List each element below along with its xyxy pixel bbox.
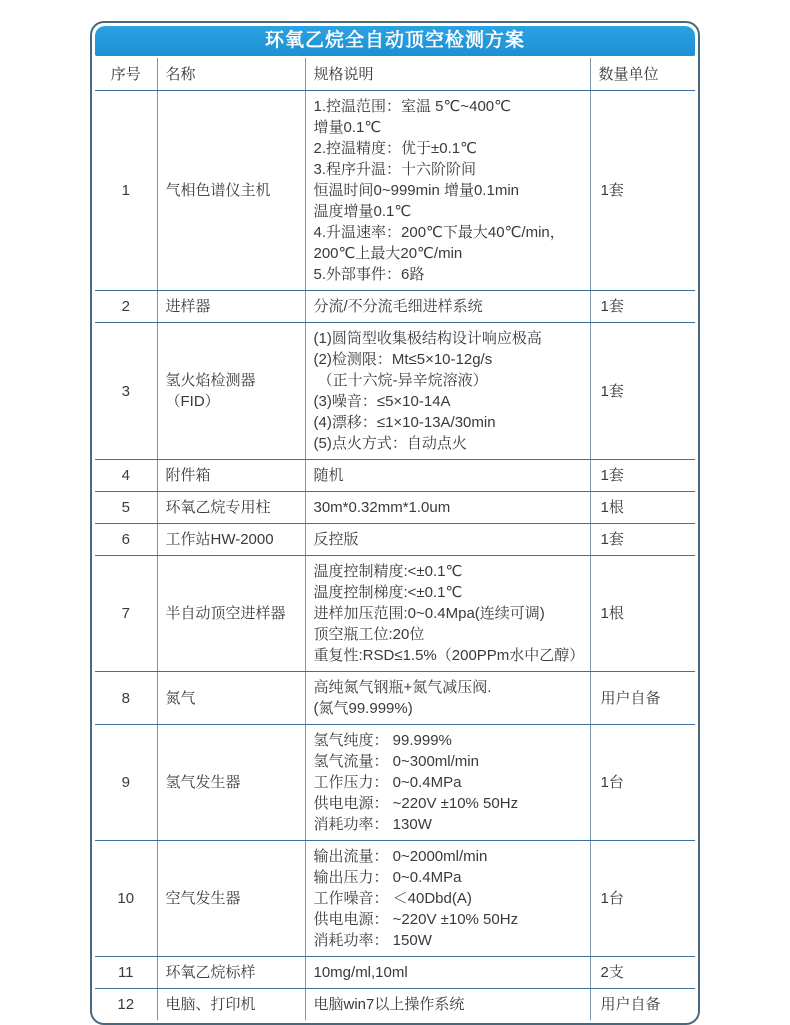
item-name-cell: 氮气: [157, 672, 305, 725]
spec-line: 4.升温速率：200℃下最大40℃/min，: [313, 224, 565, 241]
spec-line: 30m*0.32mm*1.0um: [313, 499, 451, 516]
spec-line: 高纯氮气钢瓶+氮气减压阀.: [313, 679, 492, 696]
spec-line: 氢气纯度： 99.999%: [313, 732, 452, 749]
spec-line: (4)漂移：≤1×10-13A/30min: [313, 414, 496, 431]
column-header-qty: 数量单位: [590, 58, 695, 91]
table-title: 环氧乙烷全自动顶空检测方案: [95, 26, 695, 56]
spec-line: 分流/不分流毛细进样系统: [313, 298, 483, 315]
row-number-cell: 5: [95, 492, 157, 524]
spec-line: 恒温时间0~999min 增量0.1min: [313, 182, 519, 199]
table-row: [95, 323, 695, 460]
item-spec-cell: [305, 91, 590, 291]
item-quantity-cell: 1套: [590, 323, 695, 460]
row-number-cell: 9: [95, 725, 157, 841]
spec-line: 2.控温精度：优于±0.1℃: [313, 140, 477, 157]
spec-line: (3)噪音：≤5×10-14A: [313, 393, 451, 410]
row-number-cell: 2: [95, 291, 157, 323]
spec-line: (5)点火方式：自动点火: [313, 435, 467, 452]
item-spec-cell: [305, 841, 590, 957]
item-spec-cell: [305, 460, 590, 492]
item-name-cell: 工作站HW-2000: [157, 524, 305, 556]
header-row: [95, 58, 695, 91]
item-name-cell: 进样器: [157, 291, 305, 323]
table-row: [95, 291, 695, 323]
spec-line: (氮气99.999%): [313, 700, 413, 717]
spec-line: 消耗功率： 150W: [313, 932, 432, 949]
table-row: [95, 989, 695, 1021]
item-name-cell: 环氧乙烷标样: [157, 957, 305, 989]
item-spec-cell: [305, 524, 590, 556]
item-name-cell: 气相色谱仪主机: [157, 91, 305, 291]
table-row: [95, 556, 695, 672]
table-row: [95, 672, 695, 725]
table-row: [95, 841, 695, 957]
spec-line: （正十六烷-异辛烷溶液）: [313, 372, 488, 389]
spec-line: 3.程序升温：十六阶阶间: [313, 161, 477, 178]
table-row: [95, 460, 695, 492]
column-header-spec: 规格说明: [305, 58, 590, 91]
spec-line: 温度控制梯度:<±0.1℃: [313, 584, 463, 601]
spec-line: 随机: [313, 467, 344, 484]
column-header-no: 序号: [95, 58, 157, 91]
table-row: [95, 725, 695, 841]
item-quantity-cell: 1套: [590, 291, 695, 323]
row-number-cell: 8: [95, 672, 157, 725]
spec-line: (2)检测限：Mt≤5×10-12g/s: [313, 351, 493, 368]
item-quantity-cell: 2支: [590, 957, 695, 989]
spec-line: 供电电源： ~220V ±10% 50Hz: [313, 795, 519, 812]
item-spec-cell: [305, 556, 590, 672]
item-name-cell: 附件箱: [157, 460, 305, 492]
row-number-cell: 1: [95, 91, 157, 291]
item-name-cell: 氢火焰检测器（FID）: [157, 323, 305, 460]
spec-line: 进样加压范围:0~0.4Mpa(连续可调): [313, 605, 545, 622]
spec-line: 输出压力： 0~0.4MPa: [313, 869, 462, 886]
item-spec-cell: [305, 291, 590, 323]
item-name-cell: 空气发生器: [157, 841, 305, 957]
spec-line: 消耗功率： 130W: [313, 816, 432, 833]
spec-line: 增量0.1℃: [313, 119, 382, 136]
item-quantity-cell: 1套: [590, 460, 695, 492]
item-name-cell: 电脑、打印机: [157, 989, 305, 1021]
row-number-cell: 6: [95, 524, 157, 556]
spec-line: 重复性:RSD≤1.5%（200PPm水中乙醇）: [313, 647, 585, 664]
row-number-cell: 12: [95, 989, 157, 1021]
spec-line: 顶空瓶工位:20位: [313, 626, 425, 643]
item-quantity-cell: 1台: [590, 725, 695, 841]
item-spec-cell: [305, 725, 590, 841]
item-name-cell: 环氧乙烷专用柱: [157, 492, 305, 524]
table-row: [95, 492, 695, 524]
item-quantity-cell: 1台: [590, 841, 695, 957]
spec-line: (1)圆筒型收集极结构设计响应极高: [313, 330, 542, 347]
row-number-cell: 4: [95, 460, 157, 492]
spec-line: 5.外部事件：6路: [313, 266, 425, 283]
spec-line: 氢气流量： 0~300ml/min: [313, 753, 479, 770]
item-name-cell: 氢气发生器: [157, 725, 305, 841]
spec-line: 温度增量0.1℃: [313, 203, 412, 220]
spec-line: 反控版: [313, 531, 359, 548]
spec-line: 10mg/ml,10ml: [313, 964, 408, 981]
item-spec-cell: [305, 989, 590, 1021]
spec-line: 供电电源： ~220V ±10% 50Hz: [313, 911, 519, 928]
column-header-name: 名称: [157, 58, 305, 91]
spec-table: [95, 58, 695, 1020]
table-row: [95, 524, 695, 556]
spec-line: 200℃上最大20℃/min: [313, 245, 463, 262]
item-spec-cell: [305, 672, 590, 725]
row-number-cell: 7: [95, 556, 157, 672]
item-spec-cell: [305, 492, 590, 524]
item-quantity-cell: 1套: [590, 91, 695, 291]
item-spec-cell: [305, 957, 590, 989]
item-quantity-cell: 1套: [590, 524, 695, 556]
spec-line: 工作噪音： ＜40Dbd(A): [313, 890, 472, 907]
spec-line: 输出流量： 0~2000ml/min: [313, 848, 488, 865]
item-quantity-cell: 1根: [590, 492, 695, 524]
item-quantity-cell: 1根: [590, 556, 695, 672]
table-row: [95, 91, 695, 291]
spec-line: 电脑win7以上操作系统: [313, 996, 465, 1013]
spec-line: 1.控温范围：室温 5℃~400℃: [313, 98, 511, 115]
item-quantity-cell: 用户自备: [590, 989, 695, 1021]
spec-line: 温度控制精度:<±0.1℃: [313, 563, 463, 580]
item-name-cell: 半自动顶空进样器: [157, 556, 305, 672]
row-number-cell: 11: [95, 957, 157, 989]
table-row: [95, 957, 695, 989]
row-number-cell: 3: [95, 323, 157, 460]
row-number-cell: 10: [95, 841, 157, 957]
solution-spec-card: [90, 21, 700, 1025]
item-spec-cell: [305, 323, 590, 460]
item-quantity-cell: 用户自备: [590, 672, 695, 725]
spec-line: 工作压力： 0~0.4MPa: [313, 774, 462, 791]
